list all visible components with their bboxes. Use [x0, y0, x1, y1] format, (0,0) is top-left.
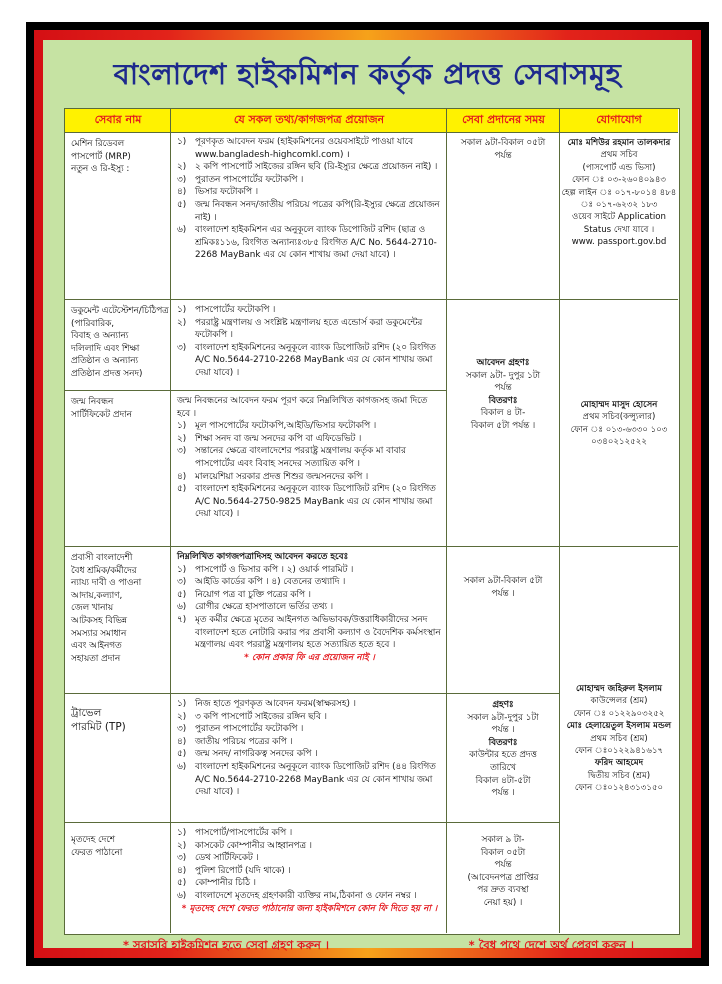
- time-expatriate-welfare: সকাল ৯টা-বিকাল ৫টা পর্যন্ত ।: [463, 576, 543, 599]
- no-fee-dead-body-note: * মৃতদেহ দেশে ফেরত পাঠানোর জন্য হাইকমিশনে কোন ফি দিতে হয় না ।: [181, 903, 438, 914]
- requirements-mrp: ১) পূরণকৃত আবেদন ফরম (হাইকমিশনের ওয়েবসাইটে পাওয়া যাবে www.bangladesh-highcomkl.com) । ২) ২ কপি পাসপোর্ট সাইজের রঙ্গিন ছবি (রি-ইস্যুর ক্ষেত্রে প্রয়োজন নাই) । ৩) পুরাতন পাসপোর্টের ফটোকপি । ৪) ভিসার ফটোকপি । ৫) জন্ম নিবন্ধন সনদ/জাতীয় পরিচয় পত্রের কপি(রি-ইস্যুর ক্ষেত্রে প্রয়োজন নাই) । ৬) বাংলাদেশ হাইকমিশন এর অনুকূলে ব্যাংক ডিপোজিট রশিদ (ছাত্র ও শ্রমিকঃ১১৬, রিংগিত অন্যান্যঃ৩৮৫ রিংগিত A/C No. 5644-2710-2268 MayBank এর যে কোন শাখায় জমা দেয়া যাবে) ।: [177, 137, 440, 261]
- no-fee-note: * কোন প্রকার ফি এর প্রয়োজন নাই ।: [244, 652, 375, 663]
- service-expatriate-welfare: প্রবাসী বাংলাদেশী বৈধ শ্রমিক/কর্মীদের ন্যায্য দাবী ও পাওনা আদায়,কল্যাণ, জেল খানায় আটকসহ বিভিন্ন সমস্যার সমাধান এবং আইনগত সহায়তা প্রদান: [71, 553, 142, 664]
- requirements-dead-body-repatriation: ১) পাসপোর্ট/পাসপোর্টের কপি । ২) কাসকেট কোম্পানীর আহ্বানপত্র । ৩) ডেথ সার্টিফিকেট । ৪) পুলিশ রিপোর্ট (যদি থাকে) । ৫) কোম্পানীর চিঠি । ৬) বাংলাদেশে মৃতদেহ গ্রহণকারী ব্যক্তির নাম,ঠিকানা ও ফোন নম্বর । * মৃতদেহ দেশে ফেরত পাঠানোর জন্য হাইকমিশনে কোন ফি দিতে হয় না ।: [171, 825, 446, 933]
- requirements-birth-registration: জন্ম নিবন্ধনের আবেদন ফরম পূরণ করে নিম্নলিখিত কাগজসহ জমা দিতে হবে । ১) মূল পাসপোর্টের ফটোকপি,আইডি/ভিসার ফটোকপি । ২) শিক্ষা সনদ বা জন্ম সনদের কপি বা এফিডেভিট । ৩) সন্তানের ক্ষেত্রে বাংলাদেশের পররাষ্ট্র মন্ত্রণালয় কর্তৃক মা বাবার পাসপোর্টের এবং বিবাহ সনদের সত্যায়িত কপি । ৪) মালয়েশিয়া সরকার প্রদত্ত শিশুর জন্মসনদের কপি । ৫) বাংলাদেশ হাইকমিশনের অনুকূলে ব্যাংক ডিপোজিট রশিদ (২০ রিংগিত A/C No.5644-2750-9825 MayBank এর যে কোন শাখায় জমা দেয়া যাবে) ।: [177, 396, 436, 520]
- service-document-attestation: ডকুমেন্ট এটেস্টেশন/চিঠিপত্র (পারিবারিক, বিবাহ ও অন্যান্য দলিলাদি এবং শিক্ষা প্রতিষ্ঠান ও অন্যান্য প্রতিষ্ঠান প্রদত্ত সনদ): [71, 306, 169, 379]
- service-dead-body-repatriation: মৃতদেহ দেশে ফেরত পাঠানো: [71, 835, 123, 858]
- service-mrp: মেশিন রিডেবল পাসপোর্ট (MRP) নতুন ও রি-ইস্যু :: [71, 139, 131, 175]
- contact-consular: মোহাম্মদ মাসুদ হোসেন প্রথম সচিব(কন্স্যুলার) ফোন ঃ ০১৩-৬৩৩০ ১০৩ ০৩৪০২১২৫২২: [570, 400, 668, 448]
- row-divider: [65, 693, 560, 694]
- requirements-travel-permit: ১) নিজ হাতে পূরণকৃত আবেদন ফরম(স্বাক্ষরসহ) । ২) ৩ কপি পাসপোর্ট সাইজের রঙ্গিন ছবি । ৩) পুরাতন পাসপোর্টের ফটোকপি । ৪) জাতীয় পরিচয় পত্রের কপি । ৫) জন্ম সনদ/ নাগরিকত্ব সনদের কপি । ৬) বাংলাদেশ হাইকমিশনের অনুকূলে ব্যাংক ডিপোজিট রশিদ (৪৪ রিংগিত A/C No.5644-2710-2268 MayBank এর যে কোন শাখায় জমা দেয়া যাবে) ।: [177, 699, 436, 798]
- poster-title: বাংলাদেশ হাইকমিশন কর্তৃক প্রদত্ত সেবাসমূহ: [113, 57, 622, 91]
- header-requirements: যে সকল তথ্য/কাগজপত্র প্রয়োজন: [171, 109, 447, 133]
- time-travel-permit: গ্রহণঃ সকাল ৯টা-দুপুর ১টা পর্যন্ত । বিতরণঃ কাউন্টার হতে প্রদত্ত তারিখে বিকাল ৪টা-৫টা পর্যন্ত ।: [467, 700, 539, 799]
- time-document-and-birth: আবেদন গ্রহণঃ সকাল ৯টা- দুপুর ১টা পর্যন্ত বিতরণঃ বিকাল ৪ টা- বিকাল ৫টা পর্যন্ত ।: [465, 358, 541, 431]
- row-divider: [560, 299, 678, 300]
- footer-notes: [43, 936, 692, 956]
- time-dead-body-repatriation: সকাল ৯ টা- বিকাল ০৫টা পর্যন্ত (আবেদনপত্র প্রাপ্তির পর দ্রুত ব্যবস্থা নেয়া হয়) ।: [467, 835, 539, 908]
- header-service-name: সেবার নাম: [65, 109, 171, 133]
- service-birth-registration: জন্ম নিবন্ধন সার্টিফিকেট প্রদান: [71, 397, 132, 420]
- row-divider: [65, 822, 560, 823]
- service-travel-permit: ট্রাভেল পারমিট (TP): [71, 707, 126, 733]
- time-mrp: সকাল ৯টা-বিকাল ০৫টা পর্যন্ত: [460, 138, 546, 161]
- contact-labour-wing: মোহাম্মদ জহিরুল ইসলাম কাউন্সেলর (শ্রম) ফোন ঃ ০১২২৯০৩২৫২ মোঃ হেলায়েতুল ইসলাম মন্ডল প্রথম সচিব (শ্রম) ফোন ঃ০১২২৯৪১৬১৭ ফরিদ আহমেদ দ্বিতীয় সচিব (শ্রম) ফোন ঃ০১২৪৩১৩১৫০: [566, 684, 672, 794]
- services-table: [64, 108, 680, 935]
- footer-right-note: * বৈধ পথে দেশে অর্থ প্রেরণ করুন ।: [468, 937, 634, 952]
- header-service-time: সেবা প্রদানের সময়: [447, 109, 560, 133]
- footer-left-note: * সরাসরি হাইকমিশন হতে সেবা গ্রহণ করুন ।: [123, 937, 330, 952]
- contact-passport-visa: মোঃ মশিউর রহমান তালকদার প্রথম সচিব (পাসপোর্ট এন্ড ভিসা) ফোন ঃ ০৩-২৬০৪০৯৪৩ হেল্প লাইন ঃ ০১৭-৮০১৪ ৪৮৪ ঃ ০১৭-৬২৩২ ১৮৩ ওয়েব সাইটে Application Status দেখা যাবে । www. passport.gov.bd: [561, 138, 677, 248]
- row-divider: [65, 390, 446, 391]
- row-divider: [65, 299, 560, 300]
- row-divider: [65, 546, 678, 547]
- header-contact: যোগাযোগ: [560, 109, 678, 133]
- requirements-expatriate-welfare: নিম্নলিখিত কাগজপত্রাদিসহ আবেদন করতে হবেঃ ১) পাসপোর্ট ও ভিসার কপি । ২) ওয়ার্ক পারমিট । ৩) আইডি কার্ডের কপি । ৪) বেতনের তথ্যাদি । ৫) নিয়োগ পত্র বা চুক্তি পত্রের কপি । ৬) রোগীর ক্ষেত্রে হাসপাতালে ভর্তির তথ্য । ৭) মৃত কর্মীর ক্ষেত্রে মৃতের আইনগত অভিভাবক/উত্তরাধিকারীদের সনদ বাংলাদেশ হতে নোটারি করার পর প্রবাসী কল্যাণ ও বৈদেশিক কর্মসংস্থান মন্ত্রণালয় এবং পররাষ্ট্র মন্ত্রণালয় হতে সত্যায়িত হতে হবে । * কোন প্রকার ফি এর প্রয়োজন নাই ।: [177, 552, 441, 663]
- requirements-document-attestation: ১) পাসপোর্টের ফটোকপি । ২) পররাষ্ট্র মন্ত্রণালয় ও সংশ্লিষ্ট মন্ত্রণালয় হতে এন্ডোর্স করা ডকুমেন্টের ফটোকপি । ৩) বাংলাদেশ হাইকমিশনের অনুকূলে ব্যাংক ডিপোজিট রশিদ (২০ রিংগিত A/C No.5644-2710-2268 MayBank এর যে কোন শাখায় জমা দেয়া যাবে) ।: [177, 305, 436, 378]
